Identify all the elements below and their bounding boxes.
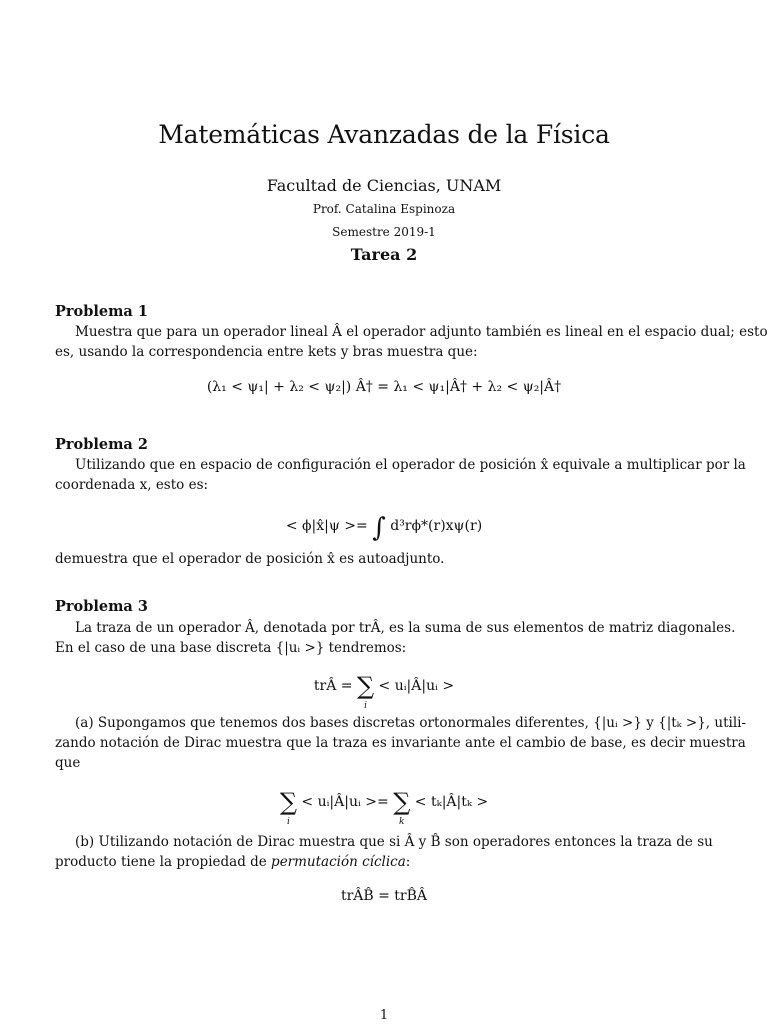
summation-symbol [393, 788, 411, 827]
invariance-eq-right: < tₖ|Â|tₖ > [414, 794, 489, 810]
summation-symbol [279, 788, 297, 827]
part-a-text-line-1: (a) Supongamos que tenemos dos bases discretas ortonormales diferentes, {|uᵢ >} y {|tₖ >}, utili- [75, 715, 747, 731]
summation-index: k [399, 817, 405, 827]
problem-1-heading: Problema 1 [55, 303, 148, 320]
summation-glyph: ∑ [393, 788, 411, 816]
summation-index: i [364, 701, 367, 711]
part-a-text-line-2: zando notación de Dirac muestra que la traza es invariante ante el cambio de base, es decir muestra [55, 735, 746, 751]
document-title: Matemáticas Avanzadas de la Física [158, 120, 610, 149]
trace-definition-equation [0, 672, 768, 711]
part-a-text-line-3: que [55, 755, 81, 771]
trace-invariance-equation [0, 788, 768, 827]
semester-line: Semestre 2019-1 [332, 225, 436, 239]
part-b-italic-term: permutación cíclica [271, 854, 406, 870]
problem-1-text-line-2: es, usando la correspondencia entre kets y bras muestra que: [55, 344, 478, 360]
summation-index: i [286, 817, 290, 827]
summation-symbol [356, 672, 375, 711]
problem-3-text-line-1: La traza de un operador Â, denotada por trÂ, es la suma de sus elementos de matriz diagonales. [75, 620, 736, 636]
problem-2-text-line-2: coordenada x, esto es: [55, 477, 209, 493]
problem-1-text-line-1: Muestra que para un operador lineal Â el operador adjunto también es lineal en el espacio dual; esto [75, 324, 768, 340]
problem-2-text-line-3: demuestra que el operador de posición x̂ es autoadjunto. [55, 551, 445, 567]
part-b-text-start: producto tiene la propiedad de [55, 854, 272, 870]
trace-eq-rhs: < uᵢ|Â|uᵢ > [378, 678, 455, 694]
problem-1-equation: (λ₁ < ψ₁| + λ₂ < ψ₂|) Â† = λ₁ < ψ₁|Â† + λ₂ < ψ₂|Â† [206, 379, 562, 395]
trace-eq-lhs: trÂ = [313, 678, 353, 694]
problem-2-text-line-1: Utilizando que en espacio de configuración el operador de posición x̂ equivale a multiplicar por la [75, 457, 746, 473]
problem-2-equation-lhs: < ϕ|x̂|ψ >= [285, 518, 368, 534]
part-b-text-line-1: (b) Utilizando notación de Dirac muestra que si Â y B̂ son operadores entonces la traza de su [75, 834, 713, 850]
summation-glyph: ∑ [279, 788, 297, 816]
problem-2-equation [0, 513, 768, 543]
part-b-text-line-2 [55, 852, 714, 872]
faculty-line: Facultad de Ciencias, UNAM [266, 176, 502, 195]
problem-2-heading: Problema 2 [55, 436, 148, 453]
problem-3-text-line-2: En el caso de una base discreta {|uᵢ >} tendremos: [55, 640, 407, 656]
problem-3-heading: Problema 3 [55, 598, 148, 615]
problem-2-equation-rhs: d³rϕ*(r)xψ(r) [390, 518, 483, 534]
professor-line: Prof. Catalina Espinoza [312, 202, 456, 216]
cyclic-permutation-equation: trÂB̂ = trB̂Â [340, 888, 428, 904]
part-b-text-end: : [405, 854, 411, 870]
invariance-eq-left: < uᵢ|Â|uᵢ >= [301, 794, 389, 810]
summation-glyph: ∑ [356, 672, 375, 700]
integral-symbol: ∫ [372, 513, 386, 543]
assignment-title: Tarea 2 [350, 245, 418, 264]
page-number: 1 [379, 1008, 389, 1023]
